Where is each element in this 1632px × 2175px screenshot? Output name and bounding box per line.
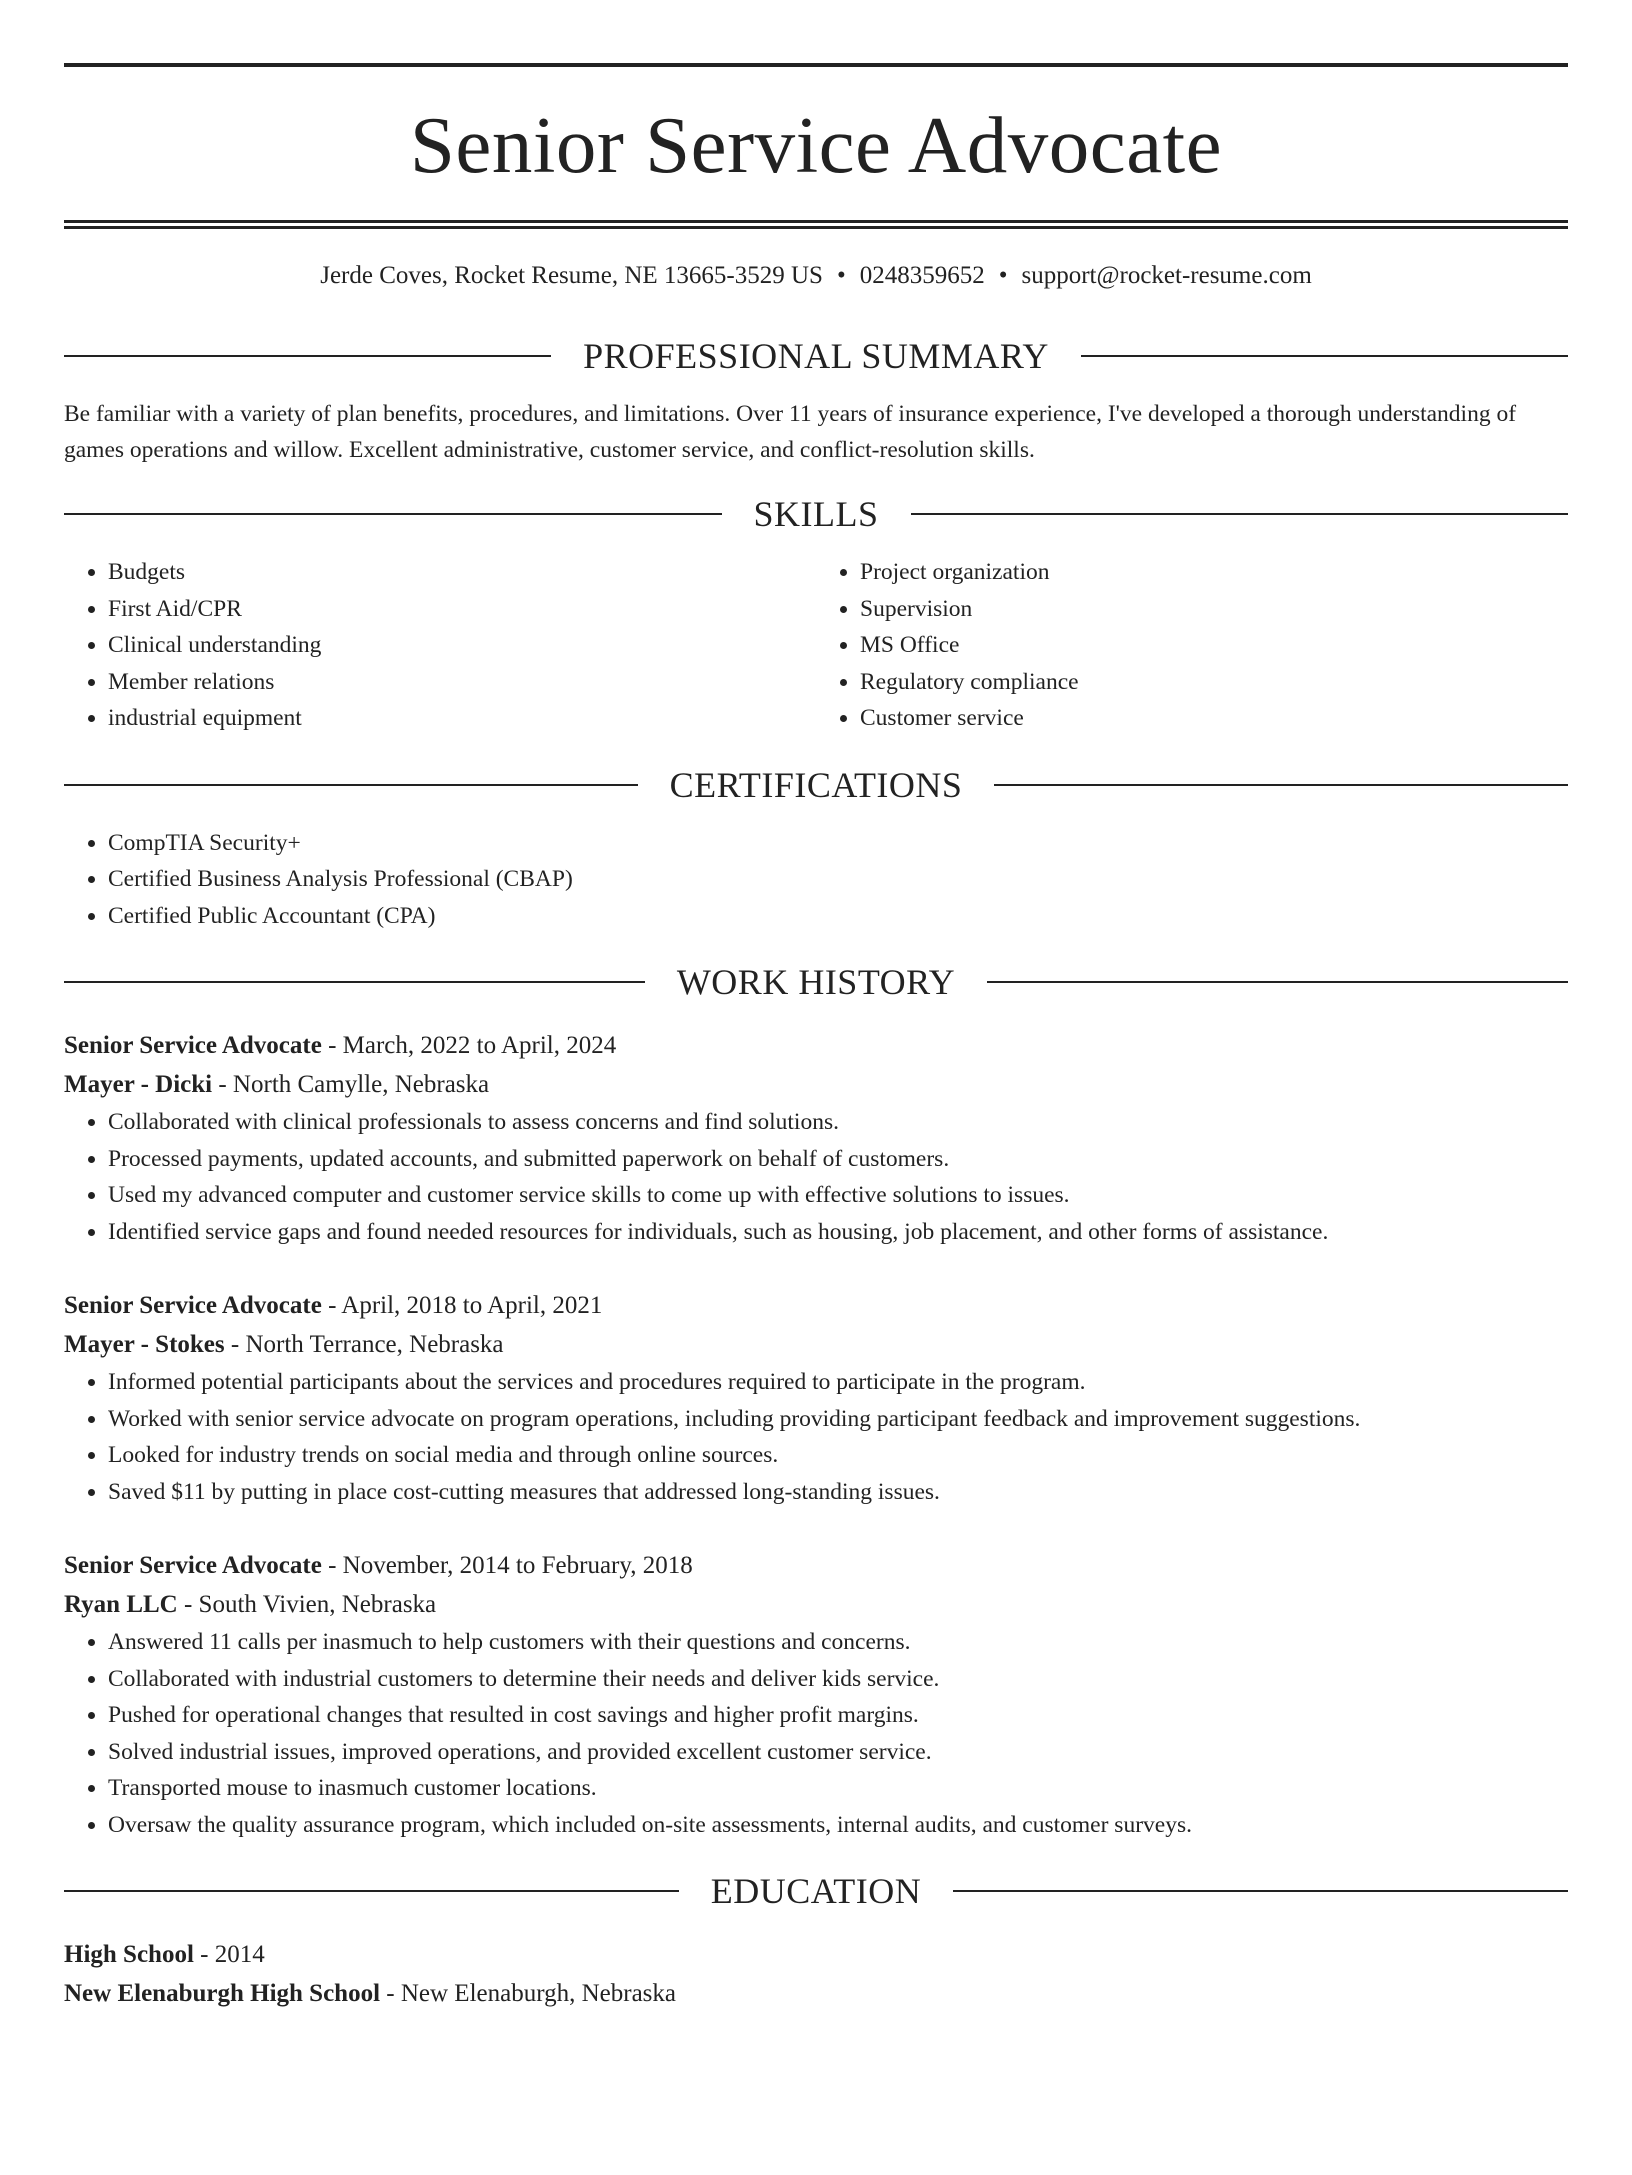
skills-column-left [64,554,816,737]
contact-address: Jerde Coves, Rocket Resume, NE 13665-3529 US [320,262,823,289]
job-location: - North Camylle, Nebraska [212,1071,490,1098]
job-dates: - March, 2022 to April, 2024 [321,1032,617,1059]
job-bullets [64,1364,1568,1510]
heading-rule [911,513,1569,515]
section-title: EDUCATION [710,1871,922,1911]
certifications-list [64,825,1568,935]
job-bullet: • Informed potential participants about the services and procedures required to participate in the program. [108,1364,1568,1401]
skill-item: • Customer service [860,700,1568,737]
skill-item: • Project organization [860,554,1568,591]
job-bullet: • Collaborated with clinical professionals to assess concerns and find solutions. [108,1104,1568,1141]
education-location: - New Elenaburgh, Nebraska [380,1980,676,2007]
job-bullets [64,1104,1568,1250]
top-rule [64,63,1568,67]
job-company-line [64,1065,1568,1104]
section-title: SKILLS [753,494,879,534]
summary-text: Be familiar with a variety of plan benefits, procedures, and limitations. Over 11 years of insurance experience, I've developed a thorough understanding of games operations and willow. Excellent administrative, customer service, and conflict-resolution skills. [64,401,1517,463]
job-bullet: • Saved $11 by putting in place cost-cutting measures that addressed long-standing issues. [108,1474,1568,1511]
heading-rule [953,1890,1568,1892]
job-entry [64,1026,1568,1250]
heading-rule [64,355,551,357]
skill-item: • Regulatory compliance [860,664,1568,701]
education-school: New Elenaburgh High School [64,1980,381,2007]
section-title: PROFESSIONAL SUMMARY [583,336,1049,376]
job-dates: - November, 2014 to February, 2018 [321,1552,693,1579]
job-company: Mayer - Dicki [64,1071,213,1098]
job-role-line [64,1286,1568,1325]
heading-rule [994,784,1568,786]
skill-item: • First Aid/CPR [108,591,816,628]
job-role: Senior Service Advocate [64,1292,322,1319]
job-bullet: • Pushed for operational changes that resulted in cost savings and higher profit margins. [108,1697,1568,1734]
education-degree: High School [64,1941,194,1968]
skill-item: • Member relations [108,664,816,701]
job-company: Mayer - Stokes [64,1331,225,1358]
contact-separator: • [836,262,846,289]
resume-title: Senior Service Advocate [409,100,1223,190]
job-entry [64,1546,1568,1843]
heading-rule [64,1890,679,1892]
section-heading-education [64,1873,1568,1909]
job-bullet: • Identified service gaps and found needed resources for individuals, such as housing, job placement, and other forms of assistance. [108,1214,1568,1251]
certification-item: • Certified Business Analysis Professional (CBAP) [108,861,1568,898]
section-heading-certifications [64,764,1568,805]
skills-column-right [816,554,1568,737]
contact-separator: • [998,262,1008,289]
education-school-line [64,1974,1568,2013]
education-entry [64,1935,1568,2013]
double-rule [64,220,1568,229]
section-heading-skills [64,496,1568,532]
job-bullet: • Transported mouse to inasmuch customer locations. [108,1770,1568,1807]
skill-item: • industrial equipment [108,700,816,737]
skill-item: • MS Office [860,627,1568,664]
section-title: WORK HISTORY [676,962,956,1002]
job-role: Senior Service Advocate [64,1032,322,1059]
job-company: Ryan LLC [64,1591,178,1618]
skills-grid [64,554,1568,737]
section-heading-work [64,964,1568,1000]
job-bullet: • Solved industrial issues, improved operations, and provided excellent customer service. [108,1734,1568,1771]
section-title: CERTIFICATIONS [669,764,963,805]
job-bullet: • Worked with senior service advocate on program operations, including providing participant feedback and improvement suggestions. [108,1401,1568,1438]
job-location: - North Terrance, Nebraska [224,1331,504,1358]
section-heading-summary [64,338,1568,374]
job-company-line [64,1585,1568,1624]
job-company-line [64,1325,1568,1364]
heading-rule [987,981,1568,983]
contact-phone: 0248359652 [859,262,985,289]
skill-item: • Supervision [860,591,1568,628]
job-role: Senior Service Advocate [64,1552,322,1579]
education-degree-line [64,1935,1568,1974]
heading-rule [64,784,638,786]
job-entry [64,1286,1568,1510]
education-year: - 2014 [193,1941,265,1968]
job-bullets [64,1624,1568,1843]
job-bullet: • Used my advanced computer and customer service skills to come up with effective solutions to issues. [108,1177,1568,1214]
heading-rule [1081,355,1568,357]
resume-page [0,63,1632,2175]
job-bullet: • Looked for industry trends on social media and through online sources. [108,1437,1568,1474]
contact-email: support@rocket-resume.com [1021,262,1312,289]
certification-item: • Certified Public Accountant (CPA) [108,898,1568,935]
heading-rule [64,981,645,983]
job-bullet: • Oversaw the quality assurance program, which included on-site assessments, internal audits, and customer surveys. [108,1807,1568,1844]
certification-item: • CompTIA Security+ [108,825,1568,862]
job-role-line [64,1546,1568,1585]
heading-rule [64,513,722,515]
skill-item: • Clinical understanding [108,627,816,664]
job-bullet: • Processed payments, updated accounts, and submitted paperwork on behalf of customers. [108,1141,1568,1178]
job-bullet: • Collaborated with industrial customers to determine their needs and deliver kids service. [108,1661,1568,1698]
job-bullet: • Answered 11 calls per inasmuch to help customers with their questions and concerns. [108,1624,1568,1661]
job-dates: - April, 2018 to April, 2021 [321,1292,603,1319]
contact-line [64,263,1568,288]
job-location: - South Vivien, Nebraska [177,1591,437,1618]
job-role-line [64,1026,1568,1065]
skill-item: • Budgets [108,554,816,591]
